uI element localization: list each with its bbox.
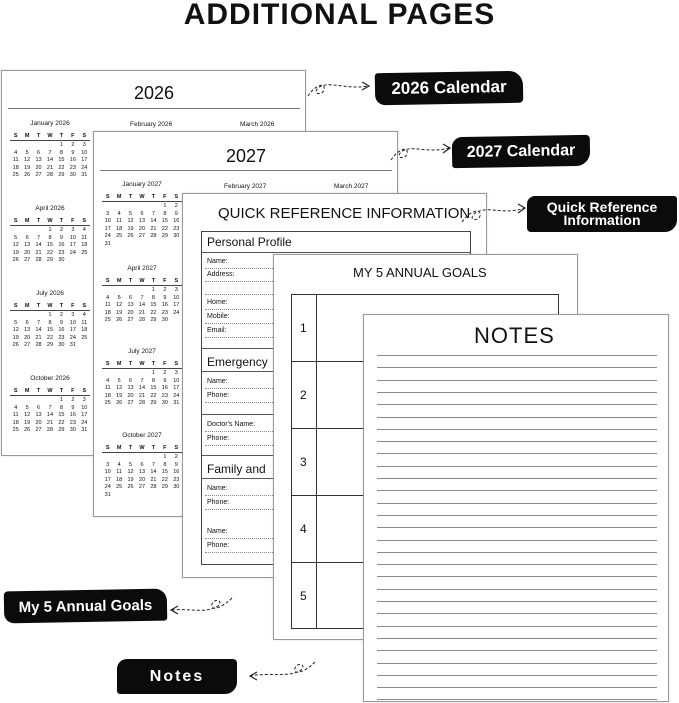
goal-number: 2 <box>300 387 307 402</box>
label-text: Quick Reference <box>546 199 658 215</box>
week-row: 3 4 5 6 7 8 9 <box>106 461 178 468</box>
week-row: 18 19 20 21 22 23 24 <box>104 392 180 399</box>
name-label: Name: <box>207 528 228 535</box>
notes-line <box>377 515 657 516</box>
notes-line <box>377 687 657 688</box>
notes-line <box>377 613 657 614</box>
week-row: 25 26 27 28 29 30 <box>104 317 168 323</box>
notes-line <box>377 663 657 664</box>
page-heading: ADDITIONAL PAGES <box>183 0 496 31</box>
month-title: April 2027 <box>127 265 157 272</box>
notes-line <box>377 650 657 651</box>
month-title: February 2027 <box>224 183 267 190</box>
month-title: March 2026 <box>240 121 275 128</box>
week-row: 17 18 19 20 21 22 23 <box>104 476 180 483</box>
label-annual-goals <box>4 589 168 624</box>
notes-line <box>377 638 657 639</box>
week-row: 31 <box>104 240 111 247</box>
week-row: 31 <box>104 491 111 498</box>
week-row: 1 2 3 4 <box>48 227 86 233</box>
goal-number: 5 <box>300 588 307 603</box>
weekday-header: S M T W T F S <box>102 278 182 287</box>
week-row: 17 18 19 20 21 22 23 <box>104 225 180 232</box>
arrow-icon <box>245 656 320 684</box>
mini-month <box>102 432 182 499</box>
week-row: 3 4 5 6 7 8 9 <box>106 210 178 217</box>
week-row: 11 12 13 14 15 16 17 <box>104 302 180 308</box>
week-row: 19 20 21 22 23 24 25 <box>12 249 88 256</box>
week-row: 10 11 12 13 14 15 16 <box>104 218 180 224</box>
notes-line <box>377 380 657 381</box>
week-row: 1 2 <box>163 203 178 209</box>
week-row: 4 5 6 7 8 9 10 <box>14 404 88 411</box>
weekday-header: S M T W T F S <box>102 194 182 203</box>
notes-line <box>377 355 657 356</box>
address-label: Address: <box>207 271 235 278</box>
name-label: Name: <box>207 258 228 265</box>
week-row: 25 26 27 28 29 30 31 <box>12 172 88 178</box>
label-notes <box>117 659 237 694</box>
week-row: 4 5 6 7 8 9 10 <box>106 294 180 301</box>
goal-number: 4 <box>300 521 307 536</box>
label-text: My 5 Annual Goals <box>18 596 153 616</box>
notes-line <box>377 478 657 479</box>
week-row: 11 12 13 14 15 16 17 <box>104 385 180 391</box>
week-row: 18 19 20 21 22 23 24 <box>12 419 88 426</box>
month-title: July 2026 <box>36 290 64 297</box>
goal-number: 3 <box>300 454 307 469</box>
home-label: Home: <box>207 299 228 306</box>
notes-line <box>377 367 657 368</box>
notes-line <box>377 564 657 565</box>
section-family: Family and <box>207 462 266 476</box>
weekday-header: S M T W T F S <box>10 133 90 142</box>
notes-line <box>377 417 657 418</box>
month-title: October 2027 <box>122 432 162 439</box>
arrow-icon <box>302 76 374 104</box>
month-title: March 2027 <box>334 183 369 190</box>
section-rule <box>201 252 471 253</box>
month-title: October 2026 <box>30 375 70 382</box>
calendar-year: 2027 <box>226 146 267 166</box>
calendar-year: 2026 <box>134 83 175 103</box>
week-row: 11 12 13 14 15 16 17 <box>12 157 88 163</box>
arrow-icon <box>385 140 455 168</box>
notes-line <box>377 540 657 541</box>
name-label: Name: <box>207 485 228 492</box>
mini-month <box>10 120 90 180</box>
notes-line <box>377 589 657 590</box>
mini-month <box>102 348 182 408</box>
mini-month <box>102 181 182 248</box>
section-emergency: Emergency <box>207 355 268 369</box>
goal-number: 1 <box>300 320 307 335</box>
notes-line <box>377 699 657 700</box>
weekday-header: S M T W T F S <box>10 303 90 312</box>
week-row: 1 2 3 <box>59 397 86 403</box>
week-row: 25 26 27 28 29 30 31 <box>12 427 88 433</box>
mobile-label: Mobile: <box>207 313 230 320</box>
weekday-header: S M T W T F S <box>10 388 90 397</box>
notes-line <box>377 392 657 393</box>
week-row: 26 27 28 29 30 <box>12 257 65 263</box>
week-row: 24 25 26 27 28 29 30 <box>104 233 180 239</box>
month-title: July 2027 <box>128 348 156 355</box>
week-row: 1 2 3 <box>59 142 86 148</box>
notes-page <box>363 314 669 702</box>
notes-line <box>377 552 657 553</box>
phone-label: Phone: <box>207 435 230 442</box>
notes-line <box>377 441 657 442</box>
month-title: January 2026 <box>30 120 70 127</box>
week-row: 1 2 <box>163 454 178 460</box>
notes-line <box>377 466 657 467</box>
week-row: 4 5 6 7 8 9 10 <box>14 149 88 156</box>
label-quick-reference <box>527 196 677 232</box>
notes-title: NOTES <box>474 323 555 348</box>
month-title: February 2026 <box>130 121 173 128</box>
notes-line <box>377 453 657 454</box>
weekday-header: S M T W T F S <box>102 361 182 370</box>
label-text: Notes <box>149 667 205 685</box>
mini-month <box>10 205 90 265</box>
phone-label: Phone: <box>207 392 230 399</box>
mini-month <box>10 290 90 350</box>
week-row: 11 12 13 14 15 16 17 <box>12 412 88 418</box>
week-row: 26 27 28 29 30 31 <box>12 342 76 348</box>
week-row: 1 2 3 <box>151 370 178 376</box>
weekday-header: S M T W T F S <box>102 445 182 454</box>
week-row: 4 5 6 7 8 9 10 <box>106 377 180 384</box>
label-text: 2026 Calendar <box>391 76 507 99</box>
week-row: 5 6 7 8 9 10 11 <box>14 319 88 326</box>
weekday-header: S M T W T F S <box>10 218 90 227</box>
week-row: 25 26 27 28 29 30 31 <box>104 400 180 406</box>
title-rule <box>100 170 392 171</box>
notes-line <box>377 404 657 405</box>
notes-line <box>377 503 657 504</box>
week-row: 18 19 20 21 22 23 24 <box>104 309 180 316</box>
phone-label: Phone: <box>207 499 230 506</box>
week-row: 19 20 21 22 23 24 25 <box>12 334 88 341</box>
notes-line <box>377 626 657 627</box>
notes-line <box>377 429 657 430</box>
week-row: 12 13 14 15 16 17 18 <box>12 327 88 333</box>
week-row: 5 6 7 8 9 10 11 <box>14 234 88 241</box>
mini-month <box>10 375 90 435</box>
email-label: Email: <box>207 327 227 334</box>
goals-title: MY 5 ANNUAL GOALS <box>353 265 487 280</box>
quick-reference-title: QUICK REFERENCE INFORMATION <box>218 205 471 222</box>
week-row: 12 13 14 15 16 17 18 <box>12 242 88 248</box>
notes-line <box>377 490 657 491</box>
name-label: Name: <box>207 378 228 385</box>
month-title: April 2026 <box>35 205 65 212</box>
notes-line <box>377 576 657 577</box>
week-row: 10 11 12 13 14 15 16 <box>104 469 180 475</box>
arrow-icon <box>166 590 238 618</box>
week-row: 1 2 3 <box>151 287 178 293</box>
week-row: 1 2 3 4 <box>48 312 86 318</box>
section-personal-profile: Personal Profile <box>207 235 292 249</box>
label-text: 2027 Calendar <box>466 141 576 161</box>
label-text: Information <box>563 212 641 228</box>
label-2027-calendar <box>452 135 591 168</box>
doctor-label: Doctor's Name: <box>207 421 256 428</box>
week-row: 24 25 26 27 28 29 30 <box>104 484 180 490</box>
title-rule <box>8 108 300 109</box>
week-row: 18 19 20 21 22 23 24 <box>12 164 88 171</box>
notes-line <box>377 601 657 602</box>
phone-label: Phone: <box>207 542 230 549</box>
arrow-icon <box>458 200 530 230</box>
notes-line <box>377 675 657 676</box>
label-2026-calendar <box>375 71 524 106</box>
notes-line <box>377 527 657 528</box>
mini-month <box>102 265 182 325</box>
month-title: January 2027 <box>122 181 162 188</box>
